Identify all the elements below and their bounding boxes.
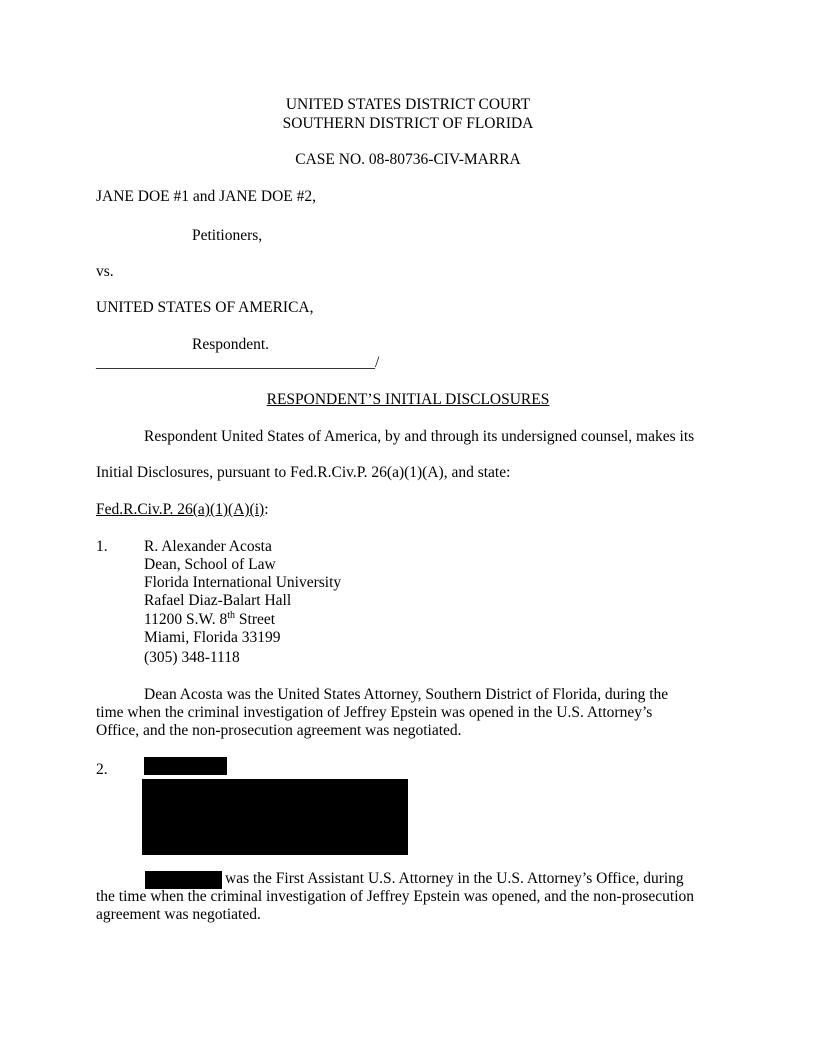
witness-1-institution: Florida International University [144,574,342,591]
respondent-name: UNITED STATES OF AMERICA, [96,299,314,316]
court-name-line1: UNITED STATES DISTRICT COURT [285,96,531,113]
witness-2-description-line3: agreement was negotiated. [96,906,261,923]
witness-1-street-prefix: 11200 S.W. 8 [144,611,228,628]
versus: vs. [96,263,114,280]
witness-1-phone: (305) 348-1118 [144,649,240,666]
witness-1-street-ordinal: th [227,610,236,621]
intro-line2: Initial Disclosures, pursuant to Fed.R.Civ.P. 26(a)(1)(A), and state: [96,464,511,481]
witness-1-title: Dean, School of Law [144,556,276,573]
witness-1-description-line3: Office, and the non-prosecution agreement was negotiated. [96,722,462,739]
rule-heading [96,501,269,519]
witness-2-number: 2. [96,761,108,778]
redaction-box [144,757,227,775]
witness-1-street [144,611,275,629]
rule-heading-colon: : [264,501,269,518]
redaction-box [142,779,408,855]
petitioners-names: JANE DOE #1 and JANE DOE #2, [96,188,316,205]
redaction-box [145,871,222,889]
respondent-role: Respondent. [192,336,270,353]
petitioners-role: Petitioners, [192,227,263,244]
witness-1-city: Miami, Florida 33199 [144,629,281,646]
witness-1-description-line2: time when the criminal investigation of Jeffrey Epstein was opened in the U.S. Attorney’s [96,704,653,721]
document-title-text: RESPONDENT’S INITIAL DISCLOSURES [266,391,550,408]
witness-1-number: 1. [96,538,108,555]
witness-1-building: Rafael Diaz-Balart Hall [144,592,292,609]
witness-2-description-line1: was the First Assistant U.S. Attorney in the U.S. Attorney’s Office, during [225,870,684,887]
witness-2-description-line2: the time when the criminal investigation of Jeffrey Epstein was opened, and the non-prosecution [96,888,695,905]
case-number: CASE NO. 08-80736-CIV-MARRA [295,151,521,168]
rule-heading-text: Fed.R.Civ.P. 26(a)(1)(A)(i) [96,501,265,518]
witness-1-name: R. Alexander Acosta [144,538,272,555]
intro-line1: Respondent United States of America, by and through its undersigned counsel, makes its [144,428,695,445]
document-title [0,391,816,409]
witness-1-street-suffix: Street [235,611,276,628]
caption-separator: ____________________________________/ [96,354,380,371]
court-name-line2: SOUTHERN DISTRICT OF FLORIDA [282,115,534,132]
witness-1-description-line1: Dean Acosta was the United States Attorney, Southern District of Florida, during the [144,686,669,703]
